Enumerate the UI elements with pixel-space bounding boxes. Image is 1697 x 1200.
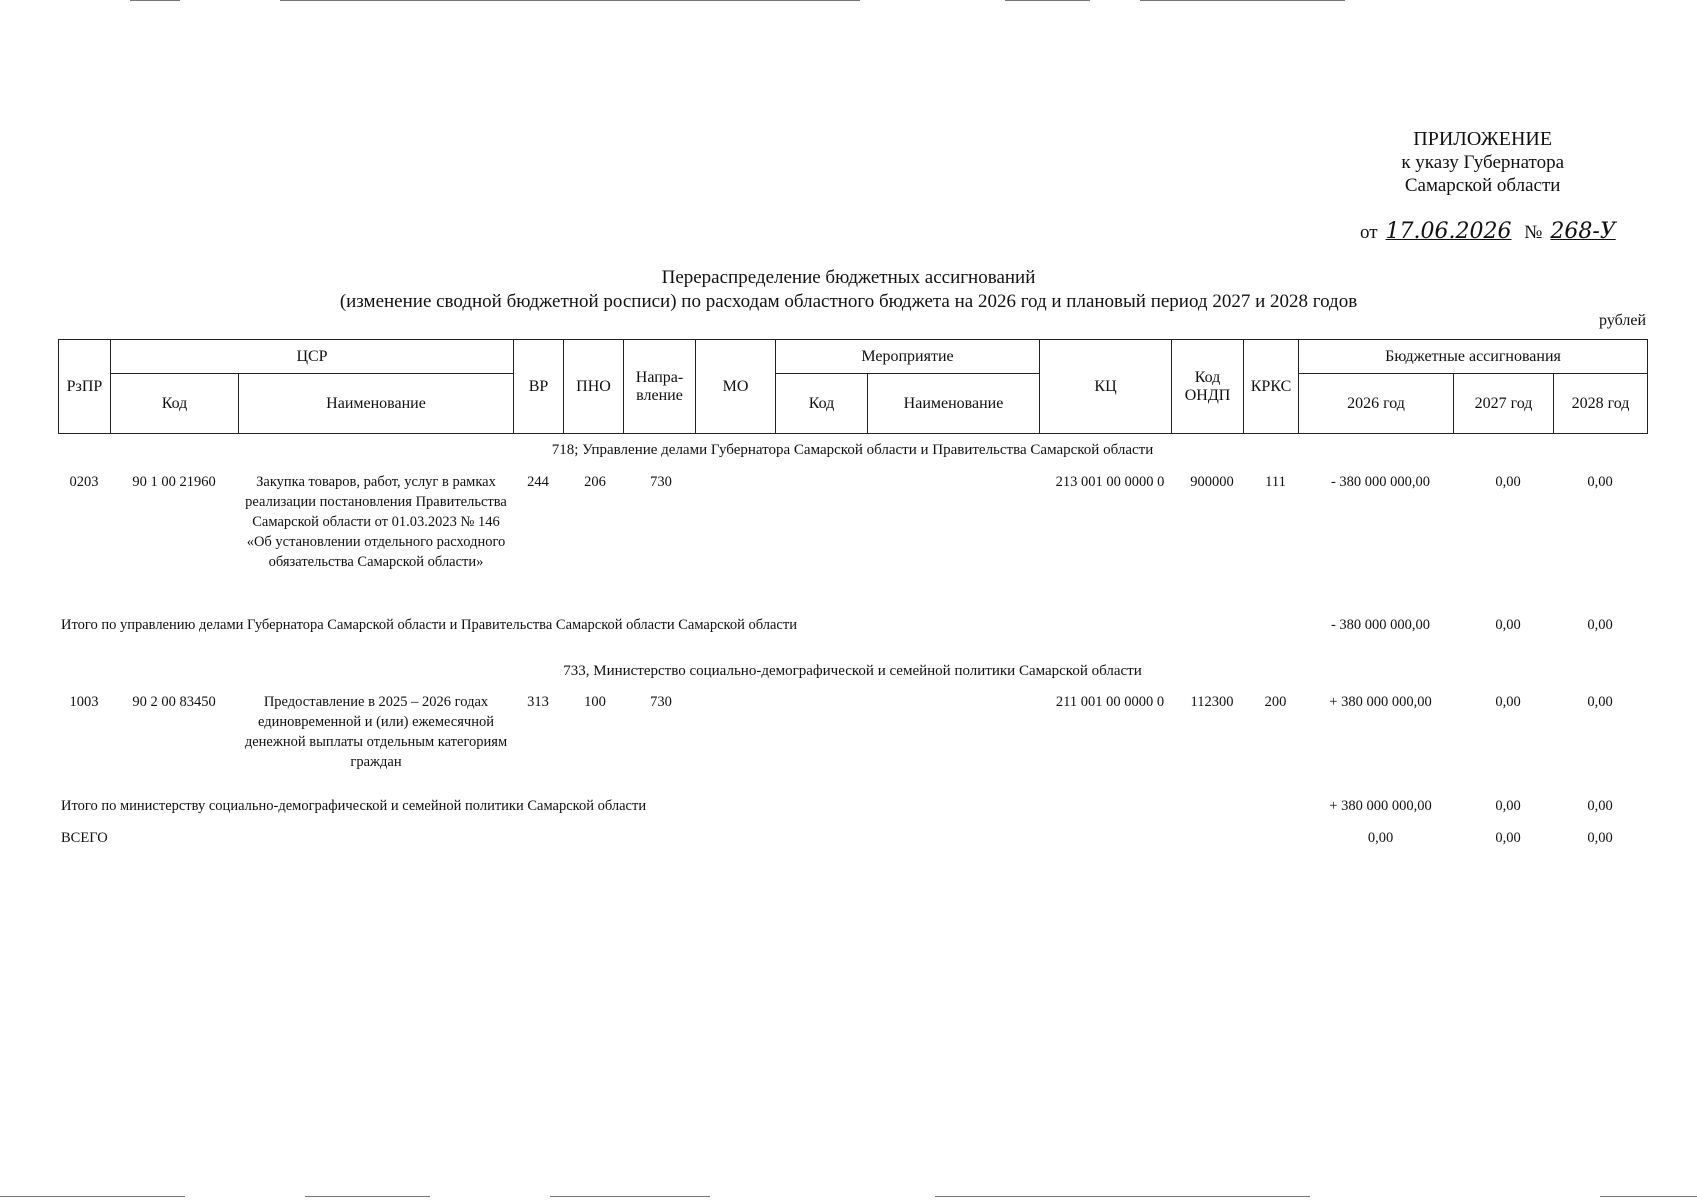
header-rzpr: РзПР: [59, 340, 111, 434]
appendix-line: Самарской области: [1404, 175, 1561, 196]
appendix-line: к указу Губернатора: [1401, 152, 1564, 173]
header-csr: ЦСР: [111, 340, 514, 374]
cell-rzpr: 0203: [69, 474, 99, 490]
header-2028: 2028 год: [1554, 374, 1648, 434]
cell-vr: 313: [527, 694, 549, 710]
decree-number: 268-У: [1550, 219, 1616, 244]
header-csr-code: Код: [111, 374, 239, 434]
cell-2027: 0,00: [1495, 694, 1521, 710]
cell-krks: 200: [1264, 694, 1287, 710]
cell-csr-name: Предоставление в 2025 – 2026 годах единовременной и (или) ежемесячной денежной выплаты отдельным категориям граждан: [244, 694, 508, 770]
header-budget: Бюджетные ассигнования: [1299, 340, 1648, 374]
total-2028: 0,00: [1587, 798, 1613, 814]
header-krks: КРКС: [1244, 340, 1299, 434]
grand-total-2027: 0,00: [1495, 830, 1521, 846]
scan-line: [935, 1196, 1310, 1197]
section-title: 718; Управление делами Губернатора Самарской области и Правительства Самарской области: [551, 442, 1154, 458]
document-title: [0, 266, 1697, 314]
decree-date: 17.06.2026: [1385, 219, 1512, 244]
total-label: Итого по управлению делами Губернатора Самарской области и Правительства Самарской области Самарской области: [61, 617, 797, 633]
total-2026: - 380 000 000,00: [1330, 617, 1431, 633]
cell-direction: 730: [650, 694, 672, 710]
cell-ondp: 112300: [1190, 694, 1234, 710]
date-prefix: от: [1360, 222, 1378, 243]
appendix-title: ПРИЛОЖЕНИЕ: [1413, 128, 1553, 150]
title-line: (изменение сводной бюджетной росписи) по расходам областного бюджета на 2026 год и плановый период 2027 и 2028 годов: [339, 291, 1358, 312]
number-sign: №: [1524, 222, 1543, 243]
scan-line: [1005, 0, 1090, 1]
scan-line: [280, 0, 860, 1]
header-event: Мероприятие: [776, 340, 1040, 374]
header-vr: ВР: [514, 340, 564, 434]
cell-kc: 211 001 00 0000 0: [1055, 694, 1165, 710]
total-2027: 0,00: [1495, 617, 1521, 633]
appendix-block: [1401, 128, 1564, 197]
scan-line: [1140, 0, 1345, 1]
header-csr-name: Наименование: [239, 374, 514, 434]
cell-csr-code: 90 2 00 83450: [132, 694, 216, 710]
grand-total-2028: 0,00: [1587, 830, 1613, 846]
title-line: Перераспределение бюджетных ассигнований: [661, 267, 1036, 288]
header-direction: Напра-вление: [624, 340, 696, 434]
header-mo: МО: [696, 340, 776, 434]
scan-line: [130, 0, 180, 1]
scan-line: [1600, 1196, 1697, 1197]
cell-2028: 0,00: [1587, 694, 1613, 710]
header-ondp: Код ОНДП: [1172, 340, 1244, 434]
cell-rzpr: 1003: [69, 694, 99, 710]
cell-ondp: 900000: [1190, 474, 1234, 490]
cell-2027: 0,00: [1495, 474, 1521, 490]
cell-pno: 100: [584, 694, 606, 710]
grand-total-2026: 0,00: [1367, 830, 1394, 846]
cell-kc: 213 001 00 0000 0: [1055, 474, 1165, 490]
total-label: Итого по министерству социально-демографической и семейной политики Самарской области: [61, 798, 647, 814]
cell-pno: 206: [584, 474, 606, 490]
cell-direction: 730: [650, 474, 672, 490]
grand-total-label: ВСЕГО: [61, 830, 108, 846]
header-pno: ПНО: [564, 340, 624, 434]
cell-vr: 244: [527, 474, 549, 490]
decree-date-number: [1360, 219, 1624, 244]
total-2028: 0,00: [1587, 617, 1613, 633]
cell-2026: + 380 000 000,00: [1329, 694, 1432, 710]
scan-line: [550, 1196, 710, 1197]
unit-label: рублей: [1599, 312, 1646, 329]
scan-line: [305, 1196, 430, 1197]
total-2026: + 380 000 000,00: [1329, 798, 1432, 814]
scan-line: [0, 1196, 185, 1197]
header-event-name: Наименование: [868, 374, 1040, 434]
total-2027: 0,00: [1495, 798, 1521, 814]
header-2027: 2027 год: [1454, 374, 1554, 434]
cell-krks: 111: [1265, 474, 1286, 490]
header-table: [58, 339, 1648, 434]
cell-2028: 0,00: [1587, 474, 1613, 490]
header-event-code: Код: [776, 374, 868, 434]
header-kc: КЦ: [1040, 340, 1172, 434]
section-title: 733, Министерство социально-демографической и семейной политики Самарской области: [563, 663, 1142, 679]
cell-csr-name: Закупка товаров, работ, услуг в рамках реализации постановления Правительства Самарской области от 01.03.2023 № 146 «Об установлении отдельного расходного обязательства Самарской области»: [245, 474, 507, 570]
header-2026: 2026 год: [1299, 374, 1454, 434]
cell-2026: - 380 000 000,00: [1330, 474, 1431, 490]
cell-csr-code: 90 1 00 21960: [132, 474, 216, 490]
